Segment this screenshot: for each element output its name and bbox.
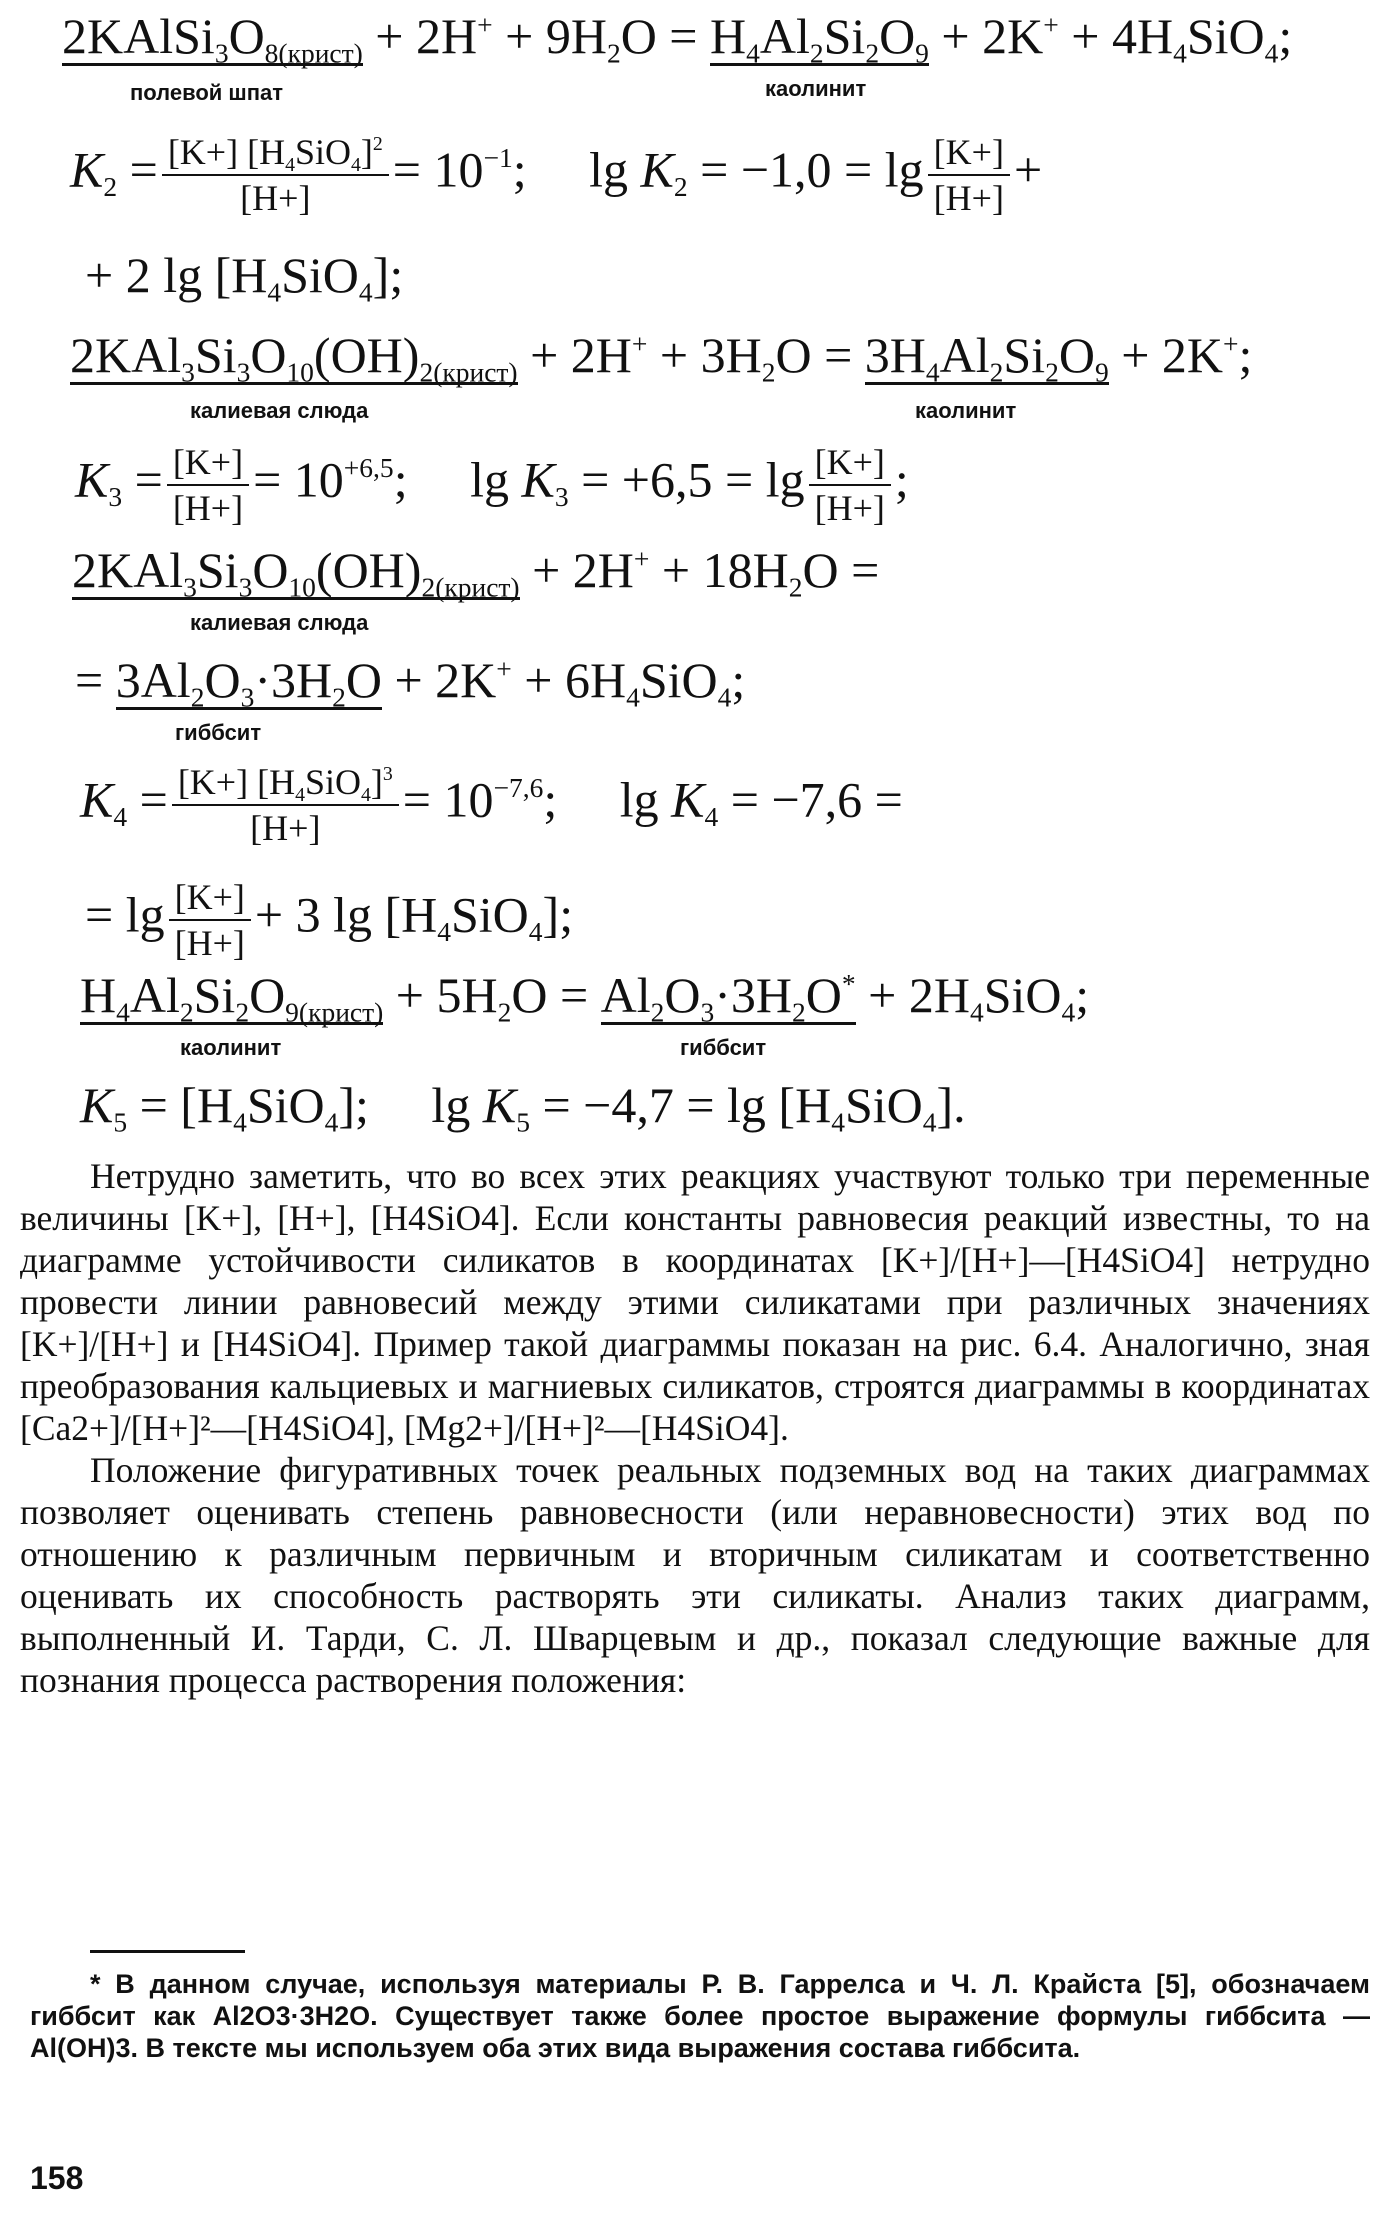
footnote (30, 1968, 1370, 2064)
footnote-text: * В данном случае, используя материалы Р. В. Гаррелса и Ч. Л. Крайста [5], обозначаем гиббсит как Al2O3·3H2O. Существует также более простое выражение формулы гиббсита — Al(OH)3. В тексте мы используем оба этих вида выражения состава гиббсита. (30, 1969, 1370, 2063)
equation-k4: $K_4$ = $\frac{[K+] [H_4SiO_4]^3}{[H+]}$ = $10^{-7,6}$; $\lg K_4 = -7,6$ = (80, 762, 903, 848)
equation-mica-gibbsite: $2KAl_3Si_3O_{10}(OH)_{2(крист)} + 2H^+ + 18H_2O$ = (72, 542, 880, 603)
caption-mica-1: калиевая слюда (190, 398, 369, 423)
equation-k5: $K_5 = [H_4SiO_4]$; $\lg K_5 = -4,7 = \lg [H_4SiO_4]$. (80, 1077, 966, 1138)
equation-kaolinite-gibbsite: $H_4Al_2Si_2O_{9(крист)} + 5H_2O = Al_2O_3\cdot 3H_2O^* + 2H_4SiO_4$; (80, 967, 1090, 1028)
caption-gibbsite-2: гиббсит (680, 1035, 767, 1060)
body-text (20, 1155, 1370, 1701)
equation-mica-kaolinite: $2KAl_3Si_3O_{10}(OH)_{2(крист)} + 2H^+ + 3H_2O = 3H_4Al_2Si_2O_9 + 2K^+$; (70, 327, 1253, 388)
caption-kaolinite-3: каолинит (180, 1035, 282, 1060)
page-number: 158 (30, 2160, 84, 2196)
caption-feldspar: полевой шпат (130, 80, 284, 105)
equation-mica-gibbsite-continued: = $3Al_2O_3\cdot 3H_2O + 2K^+ + 6H_4SiO_4$; (75, 652, 746, 713)
equation-k2-continued: + 2 $\lg [H_4SiO_4]$; (85, 247, 404, 308)
equation-feldspar-kaolinite: $2KAlSi_3O_{8(крист)} + 2H^+ + 9H_2O = H_4Al_2Si_2O_9 + 2K^+ + 4H_4SiO_4$; (62, 8, 1293, 69)
caption-kaolinite-1: каолинит (765, 76, 867, 101)
footnote-rule (90, 1950, 245, 1953)
equation-k3: $K_3$ = $\frac{[K+]}{[H+]}$ = $10^{+6,5}$; $\lg K_3 = +6,5 = \lg$ $\frac{[K+]}{[H+]}$ ; (75, 442, 909, 528)
caption-kaolinite-2: каолинит (915, 398, 1017, 423)
paragraph-1: Нетрудно заметить, что во всех этих реакциях участвуют только три переменные величины [K+], [H+], [H4SiO4]. Если константы равновесия реакций известны, то на диаграмме устойчивости силикатов в координатах [K+]/[H+]—[H4SiO4] нетрудно провести линии равновесий между этими силикатами при различных значениях [K+]/[H+] и [H4SiO4]. Пример такой диаграммы показан на рис. 6.4. Аналогично, зная преобразования кальциевых и магниевых силикатов, строятся диаграммы в координатах [Ca2+]/[H+]²—[H4SiO4], [Mg2+]/[H+]²—[H4SiO4]. (20, 1156, 1370, 1448)
equation-k4-continued: = lg $\frac{[K+]}{[H+]}$ + 3 $\lg [H_4SiO_4]$; (85, 877, 574, 963)
paragraph-2: Положение фигуративных точек реальных подземных вод на таких диаграммах позволяет оценивать степень равновесности (или неравновесности) этих вод по отношению к различным первичным и вторичным силикатам и соответственно оценивать их способность растворять эти силикаты. Анализ таких диаграмм, выполненный И. Тарди, С. Л. Шварцевым и др., показал следующие важные для познания процесса растворения положения: (20, 1450, 1370, 1700)
caption-gibbsite-1: гиббсит (175, 720, 262, 745)
caption-mica-2: калиевая слюда (190, 610, 369, 635)
equation-k2: $K_2$ = $\frac{[K+] [H_4SiO_4]^2}{[H+]}$ = $10^{-1}$; $\lg K_2 = -1,0 = \lg$ $\frac{[K+]}{[H+]}$ + (70, 132, 1043, 218)
